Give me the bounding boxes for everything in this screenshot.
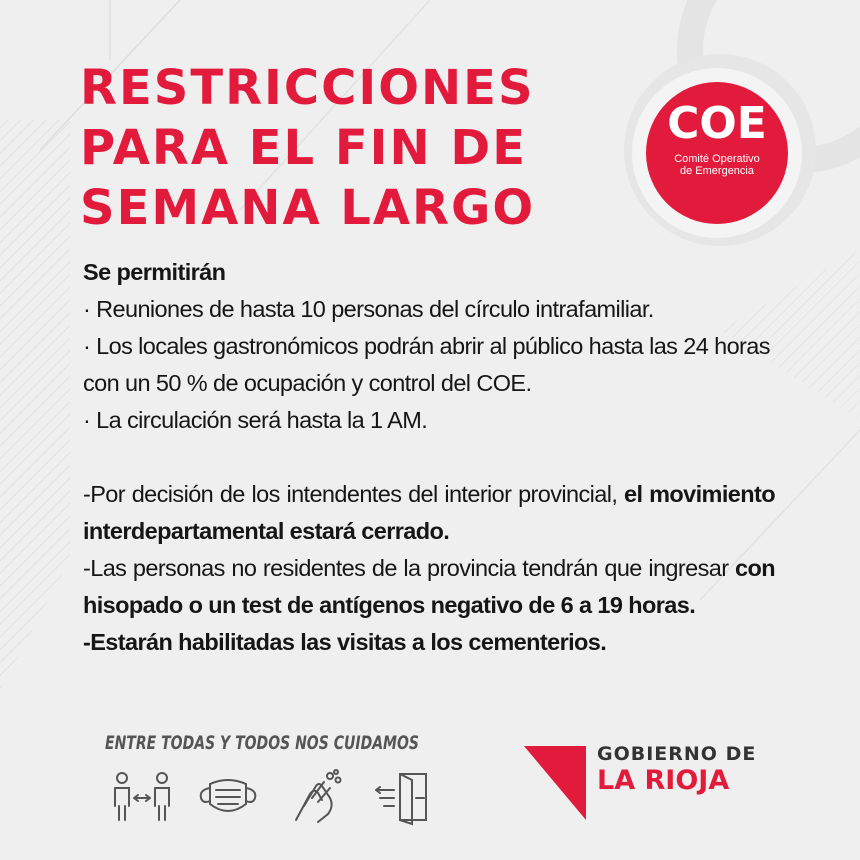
hand-washing-icon (286, 768, 350, 828)
slogan: ENTRE TODAS Y TODOS NOS CUIDAMOS (105, 732, 420, 754)
gov-name-line2: LA RIOJA (597, 765, 730, 796)
social-distance-icon (110, 768, 174, 828)
note-text: -Por decisión de los intendentes del interior provincial, (83, 481, 624, 507)
coe-logo (646, 82, 788, 224)
note-paragraph (83, 476, 775, 550)
title-line: SEMANA LARGO (80, 180, 536, 236)
note-paragraph (83, 550, 775, 624)
permitted-item: · Reuniones de hasta 10 personas del círculo intrafamiliar. (83, 296, 654, 322)
la-rioja-mark-icon (524, 742, 590, 822)
permitted-item: · La circulación será hasta la 1 AM. (83, 407, 428, 433)
note-emphasis: el movimiento interdepartamental estará cerrado. (83, 481, 775, 544)
note-paragraph: -Estarán habilitadas las visitas a los cementerios. (83, 629, 607, 655)
coe-logo-title: COE (667, 98, 767, 149)
face-mask-icon (196, 768, 260, 828)
title-line: PARA EL FIN DE (80, 120, 527, 176)
main-title (80, 58, 535, 238)
coe-subtitle-line: de Emergencia (680, 165, 754, 177)
permitted-item: · Los locales gastronómicos podrán abrir al público hasta las 24 horas con un 50 % de ocupación y control del COE. (83, 333, 770, 396)
title-line: RESTRICCIONES (80, 60, 535, 116)
note-emphasis: con hisopado o un test de antígenos negativo de 6 a 19 horas. (83, 555, 775, 618)
prevention-icons (110, 768, 430, 828)
restrictions-content (83, 254, 775, 661)
ventilation-icon (372, 768, 436, 828)
coe-logo-subtitle (646, 153, 788, 177)
gobierno-la-rioja-logo (524, 742, 774, 822)
spacer (83, 439, 775, 476)
gov-name-line1: GOBIERNO DE (597, 743, 757, 765)
note-text: -Las personas no residentes de la provincia tendrán que ingresar (83, 555, 736, 581)
coe-subtitle-line: Comité Operativo (674, 153, 760, 165)
permitted-heading: Se permitirán (83, 259, 226, 285)
